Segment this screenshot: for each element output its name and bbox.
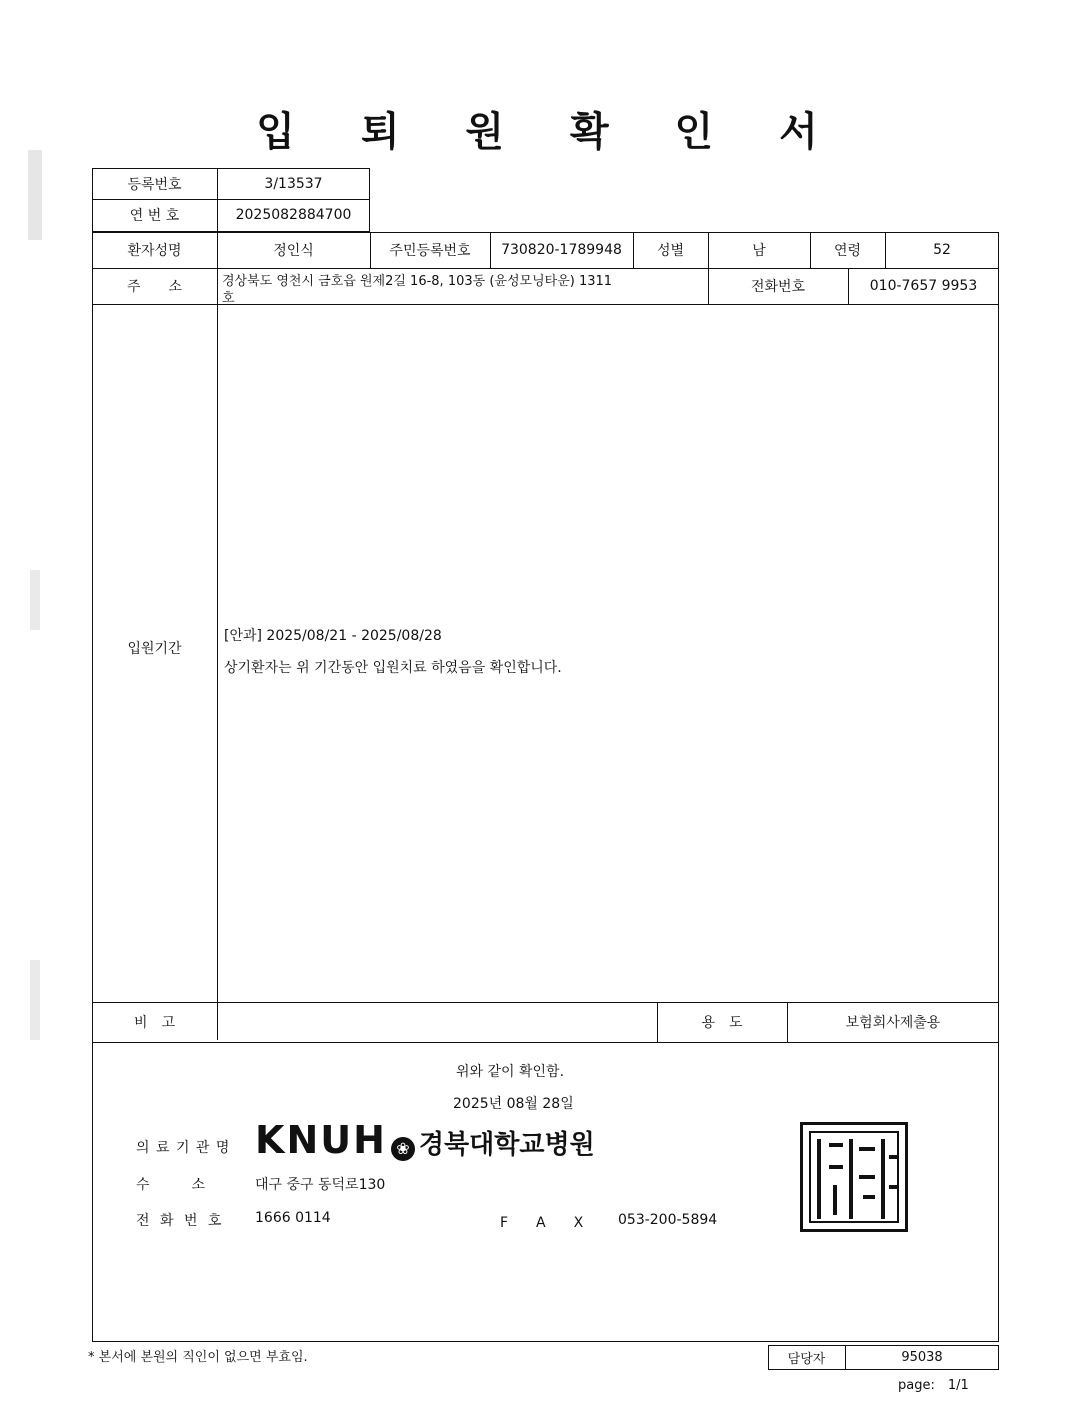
knuh-logo-text: KNUH — [255, 1118, 387, 1162]
footer-fax-value: 053-200-5894 — [618, 1212, 718, 1228]
patient-name-value: 정인식 — [273, 243, 314, 259]
patient-name-label: 환자성명 — [127, 243, 182, 259]
institution-name: 경북대학교병원 — [418, 1130, 595, 1160]
footer-confirm-text: 위와 같이 확인함. — [456, 1064, 565, 1080]
footer-phone-value: 1666 0114 — [255, 1210, 331, 1226]
scan-noise — [28, 150, 42, 240]
bottom-note: * 본서에 본원의 직인이 없으면 부효임. — [88, 1350, 308, 1365]
scan-noise — [30, 570, 40, 630]
sex-label: 성별 — [656, 243, 685, 259]
remarks-label: 비 고 — [133, 1015, 176, 1031]
document-title: 입 퇴 원 확 인 서 — [256, 109, 844, 155]
purpose-label: 용 도 — [701, 1015, 743, 1031]
confirm-line: 상기환자는 위 기간동안 입원치료 하였음을 확인합니다. — [224, 660, 562, 676]
footer-phone-label: 전 화 번 호 — [136, 1213, 222, 1229]
reg-no-value: 3/13537 — [264, 175, 323, 192]
phone-value: 010-7657 9953 — [869, 278, 978, 294]
serial-value: 2025082884700 — [235, 206, 352, 223]
age-value: 52 — [933, 242, 951, 258]
hospital-emblem-icon: ❀ — [391, 1137, 415, 1161]
address-value: 경상북도 영천시 금호읍 원제2길 16-8, 103동 (윤성모닝타운) 1311 — [222, 274, 613, 289]
institution-label: 의 료 기 관 명 — [136, 1140, 231, 1156]
staff-label: 담당자 — [787, 1352, 826, 1367]
purpose-value: 보험회사제출용 — [845, 1015, 941, 1031]
remarks-value — [217, 1002, 663, 1042]
period-line: [안과] 2025/08/21 - 2025/08/28 — [224, 628, 442, 644]
footer-address-label: 수 소 — [136, 1177, 206, 1193]
serial-label: 연 번 호 — [129, 207, 180, 224]
footer-fax-label: F A X — [500, 1215, 584, 1231]
hospital-logo — [255, 1118, 595, 1162]
hospital-seal-icon — [800, 1122, 908, 1232]
phone-label: 전화번호 — [750, 279, 806, 295]
sex-value: 남 — [752, 243, 766, 259]
footer-address-value: 대구 중구 동덕로130 — [255, 1177, 386, 1193]
scan-noise — [30, 960, 40, 1040]
rrn-label: 주민등록번호 — [389, 243, 471, 259]
address-value-continued: 호 — [222, 291, 235, 306]
period-label: 입원기간 — [127, 641, 182, 657]
age-label: 연령 — [833, 243, 862, 259]
page-number: page: 1/1 — [898, 1378, 969, 1393]
staff-value: 95038 — [901, 1350, 943, 1365]
address-label: 주 소 — [126, 279, 183, 295]
reg-no-label: 등록번호 — [127, 176, 182, 193]
rrn-value: 730820-1789948 — [501, 242, 622, 258]
footer-date-text: 2025년 08월 28일 — [453, 1096, 574, 1112]
